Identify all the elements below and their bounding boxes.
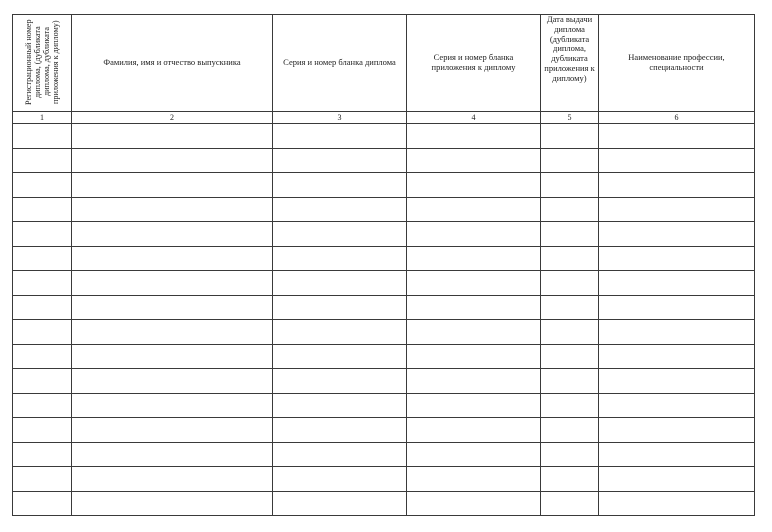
table-cell	[13, 173, 72, 198]
table-cell	[599, 222, 755, 247]
table-cell	[72, 369, 273, 394]
table-cell	[541, 344, 599, 369]
table-row	[13, 222, 755, 247]
table-cell	[407, 418, 541, 443]
header-row	[13, 15, 755, 112]
table-cell	[273, 124, 407, 149]
table-cell	[407, 467, 541, 492]
table-cell	[13, 393, 72, 418]
table-cell	[13, 418, 72, 443]
table-cell	[407, 369, 541, 394]
table-cell	[541, 418, 599, 443]
table-cell	[599, 369, 755, 394]
table-row	[13, 246, 755, 271]
table-cell	[599, 467, 755, 492]
header-issue-date	[541, 15, 599, 112]
header-registration-number	[13, 15, 72, 112]
table-cell	[541, 246, 599, 271]
table-cell	[72, 295, 273, 320]
table-cell	[407, 246, 541, 271]
table-cell	[541, 197, 599, 222]
header-text: Наименование профессии, специальности	[628, 52, 725, 72]
table-cell	[541, 173, 599, 198]
table-row	[13, 124, 755, 149]
table-cell	[599, 197, 755, 222]
table-cell	[273, 442, 407, 467]
table-cell	[599, 344, 755, 369]
column-number: 1	[13, 112, 72, 124]
table-cell	[13, 197, 72, 222]
table-row	[13, 491, 755, 516]
table-cell	[72, 442, 273, 467]
table-cell	[407, 442, 541, 467]
table-cell	[407, 393, 541, 418]
table-cell	[13, 369, 72, 394]
table-cell	[407, 222, 541, 247]
table-cell	[541, 222, 599, 247]
table-cell	[13, 442, 72, 467]
table-cell	[407, 271, 541, 296]
table-cell	[407, 295, 541, 320]
table-cell	[599, 148, 755, 173]
table-cell	[273, 197, 407, 222]
table-cell	[541, 442, 599, 467]
table-cell	[273, 467, 407, 492]
table-cell	[541, 491, 599, 516]
table-cell	[273, 491, 407, 516]
table-cell	[13, 320, 72, 345]
table-cell	[273, 393, 407, 418]
table-cell	[541, 467, 599, 492]
table-row	[13, 271, 755, 296]
column-number-row	[13, 112, 755, 124]
table-cell	[13, 467, 72, 492]
header-text: Серия и номер бланка приложения к диплому	[431, 52, 516, 72]
table-cell	[13, 271, 72, 296]
table-cell	[13, 295, 72, 320]
table-cell	[599, 320, 755, 345]
table-cell	[599, 124, 755, 149]
table-cell	[541, 393, 599, 418]
table-cell	[273, 246, 407, 271]
table-cell	[273, 173, 407, 198]
header-profession	[599, 15, 755, 112]
header-text: Серия и номер бланка диплома	[283, 57, 396, 68]
table-cell	[541, 295, 599, 320]
table-cell	[541, 271, 599, 296]
table-cell	[13, 124, 72, 149]
table-cell	[599, 442, 755, 467]
table-row	[13, 148, 755, 173]
table-row	[13, 369, 755, 394]
column-number: 3	[273, 112, 407, 124]
table-cell	[541, 369, 599, 394]
table-cell	[72, 344, 273, 369]
table-cell	[72, 246, 273, 271]
table-cell	[541, 124, 599, 149]
header-diploma-series	[273, 15, 407, 112]
table-row	[13, 344, 755, 369]
diploma-register-table	[12, 14, 755, 516]
header-text: Регистрационный номер диплома, (дубликата диплома, дубликата приложения к диплому)	[23, 18, 61, 105]
table-cell	[72, 271, 273, 296]
table-cell	[407, 491, 541, 516]
table-cell	[599, 173, 755, 198]
table-cell	[72, 124, 273, 149]
table-cell	[72, 418, 273, 443]
table-cell	[13, 344, 72, 369]
table-cell	[273, 148, 407, 173]
table-row	[13, 418, 755, 443]
table-cell	[13, 246, 72, 271]
table-cell	[72, 393, 273, 418]
table-cell	[72, 173, 273, 198]
table-cell	[541, 320, 599, 345]
table-cell	[599, 246, 755, 271]
table-cell	[407, 148, 541, 173]
table-row	[13, 320, 755, 345]
table-cell	[273, 271, 407, 296]
column-number: 2	[72, 112, 273, 124]
table-cell	[599, 418, 755, 443]
table-cell	[273, 320, 407, 345]
table-cell	[72, 320, 273, 345]
table-row	[13, 442, 755, 467]
table-cell	[273, 222, 407, 247]
header-text: Фамилия, имя и отчество выпускника	[103, 57, 241, 68]
header-full-name	[72, 15, 273, 112]
table-cell	[13, 148, 72, 173]
table-cell	[72, 491, 273, 516]
header-text: Дата выдачи диплома (дубликата диплома, дубликата приложения к диплому)	[544, 14, 595, 83]
table-cell	[13, 491, 72, 516]
table-row	[13, 295, 755, 320]
table-cell	[599, 393, 755, 418]
table-row	[13, 393, 755, 418]
table-cell	[599, 271, 755, 296]
table-cell	[407, 124, 541, 149]
table-cell	[599, 295, 755, 320]
table-row	[13, 173, 755, 198]
table-cell	[72, 148, 273, 173]
table-cell	[407, 173, 541, 198]
header-supplement-series	[407, 15, 541, 112]
table-cell	[599, 491, 755, 516]
column-number: 5	[541, 112, 599, 124]
table-cell	[407, 320, 541, 345]
table-cell	[273, 344, 407, 369]
table-body	[13, 124, 755, 516]
column-number: 4	[407, 112, 541, 124]
table-cell	[273, 418, 407, 443]
table-cell	[72, 467, 273, 492]
table-cell	[72, 222, 273, 247]
table-cell	[273, 295, 407, 320]
table-cell	[407, 197, 541, 222]
table-cell	[407, 344, 541, 369]
table-cell	[273, 369, 407, 394]
column-number: 6	[599, 112, 755, 124]
table-row	[13, 467, 755, 492]
table-cell	[13, 222, 72, 247]
table-cell	[72, 197, 273, 222]
table-cell	[541, 148, 599, 173]
table-row	[13, 197, 755, 222]
